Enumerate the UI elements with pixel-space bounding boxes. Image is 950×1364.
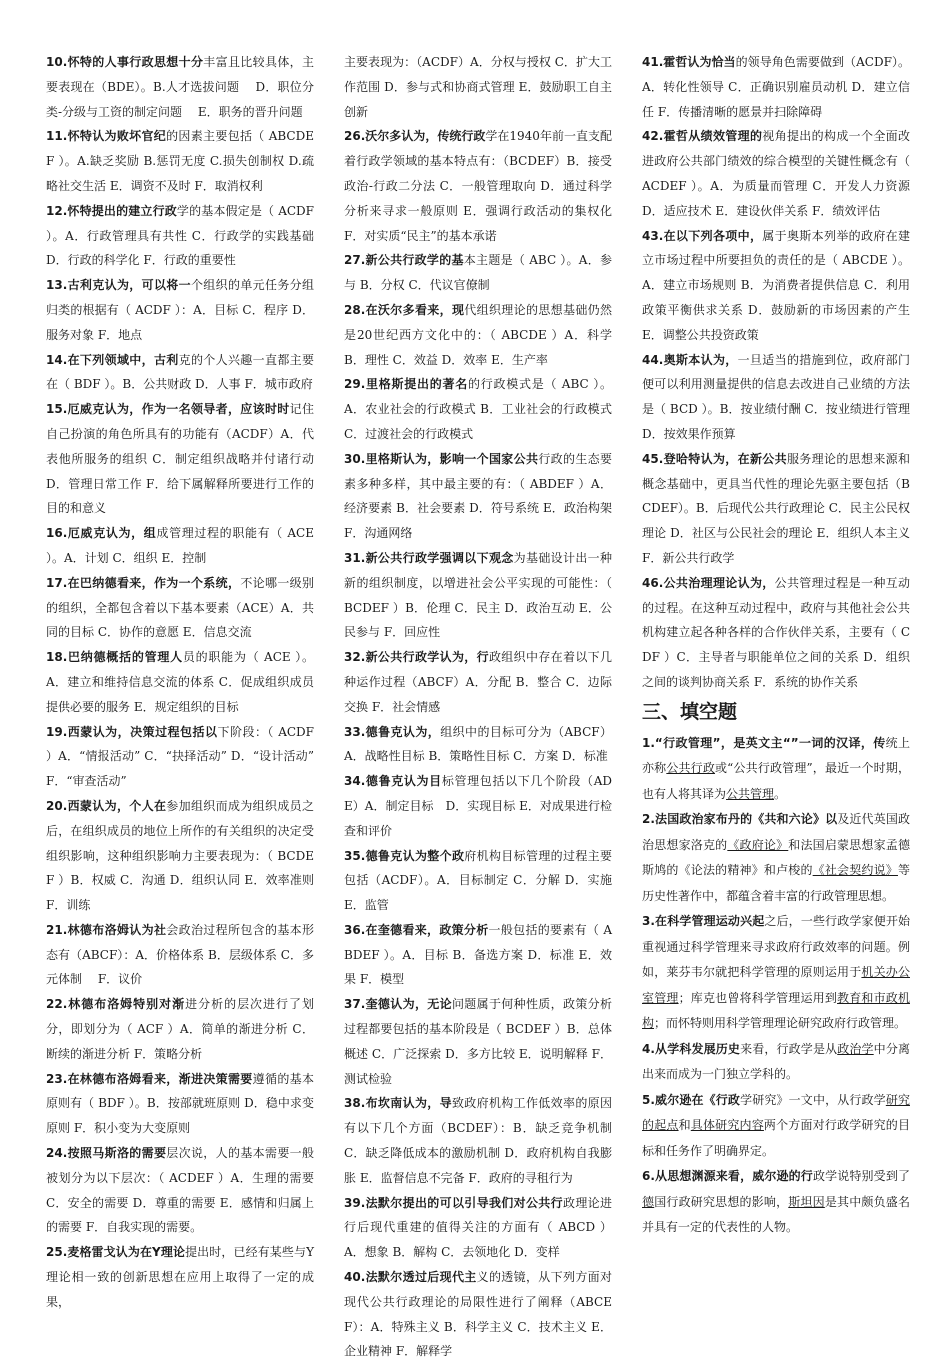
question-lead: 20.西蒙认为，个人在 — [46, 798, 167, 813]
question-item — [46, 124, 314, 198]
answer-text: 机关办公室管理 — [642, 965, 910, 1005]
question-body: 及近代英国政治思想家洛克的 — [642, 812, 910, 852]
question-body: 一般包括的要素有（ ABDEF ）。A．目标 B．备选方案 D．标准 E．效果 F．模型 — [344, 922, 613, 987]
question-body: 主要表现为：（ACDF）A．分权与授权 C．扩大工作范围 D．参与式和协商式管理 E．鼓励职工自主创新 — [344, 55, 612, 119]
question-body: 或“公共行政管理”，最近一个时期，也有人将其译为 — [642, 761, 910, 801]
question-body: 员的职能为（ ACE ）。A．建立和维持信息交流的体系 C．促成组织成员提供必要的服务 E．规定组织的目标 — [46, 650, 314, 714]
question-item — [344, 50, 612, 124]
answer-text: 政治学 — [837, 1041, 874, 1056]
question-item — [46, 1141, 327, 1240]
question-lead: 29.里格斯提出的著名 — [344, 377, 468, 392]
question-lead: 3.在科学管理运动兴起 — [642, 914, 765, 929]
question-body: 学的基本假定是（ ACDF ）。A．行政管理具有共性 C．行政学的实践基础 D．行政的科学化 F．行政的重要性 — [46, 203, 314, 268]
question-item — [46, 348, 314, 398]
question-lead: 11.怀特认为败坏官纪 — [46, 129, 167, 144]
question-item — [46, 645, 314, 719]
question-lead: 4.从学科发展历史 — [642, 1041, 741, 1056]
question-item — [344, 918, 612, 992]
question-body: 和法国启蒙思想家孟德斯鸠的《论法的精神》和卢梭的 — [642, 837, 910, 878]
question-item — [344, 248, 612, 298]
question-body: ；库克也曾将科学管理运用到 — [678, 990, 838, 1005]
question-body: 是其中颇负盛名并具有一定的代表性的人物。 — [642, 1194, 910, 1235]
question-body: 统上亦称 — [642, 735, 910, 776]
question-lead: 28.在沃尔多看来，现 — [344, 302, 465, 317]
question-body: 参加组织而成为组织成员之后，在组织成员的地位上所作的有关组织的决定受组织影响，这种组织影响力主要表现为：（ BCDEF ）B．权威 C．沟通 D．组织认同 E．效率准则 F．训练 — [46, 798, 314, 913]
question-lead: 37.奎德认为，无论 — [344, 997, 452, 1012]
question-item — [344, 298, 612, 372]
question-lead: 24.按照马斯洛的需要 — [46, 1146, 167, 1161]
question-lead: 35.德鲁克认为整个政 — [344, 848, 465, 863]
question-lead: 22.林德布洛姆特别对渐 — [46, 997, 186, 1012]
question-item — [344, 992, 612, 1091]
question-lead: 5.威尔逊在《行政 — [642, 1092, 741, 1107]
question-body: 视角提出的构成一个全面改进政府公共部门绩效的综合模型的关键性概念有（ ACDEF ）。A．为质量而管理 C．开发人力资源 D．适应技术 E．建设伙伴关系 F．绩效评估 — [642, 129, 910, 218]
question-body: 一旦适当的措施到位，政府部门便可以利用测量提供的信息去改进自己业绩的方法是（ BCD ）。B．按业绩付酬 C．按业绩进行管理 D．按效果作预算 — [642, 352, 910, 441]
question-body: 个组织的单元任务分组归类的根据有（ ACDF ）：A．目标 C．程序 D．服务对象 F．地点 — [46, 278, 314, 342]
question-item — [46, 1240, 314, 1314]
question-body: 政理论进行后现代重建的值得关注的方面有（ ABCD ）A．想象 B．解构 C．去领地化 D．变样 — [344, 1195, 612, 1260]
question-item — [46, 992, 314, 1066]
question-body: 的因素主要包括（ ABCDEF ）。A.缺乏奖励 B.惩罚无度 C.损失创制权 D.疏略社交生活 E．调资不及时 F．取消权利 — [46, 129, 314, 193]
question-body: 问题属于何种性质，政策分析过程都要包括的基本阶段是（ BCDEF ）B．总体概述 C．广泛探索 D．多方比较 E．说明解释 F．测试检验 — [344, 997, 612, 1086]
answer-text: 德 — [642, 1194, 655, 1209]
question-item — [46, 918, 314, 992]
question-item — [46, 50, 314, 124]
question-body: 等历史性著作中，都蕴含着丰富的行政管理思想。 — [642, 863, 910, 903]
question-body: 中分离出来而成为一门独立学科的。 — [642, 1041, 910, 1082]
column-middle — [344, 50, 613, 1359]
question-lead: 36.在奎德看来，政策分析 — [344, 922, 489, 937]
question-item — [642, 348, 910, 447]
question-lead: 27.新公共行政学的基 — [344, 253, 464, 268]
fill-in-item — [642, 1088, 910, 1165]
question-lead: 12.怀特提出的建立行政 — [46, 203, 177, 218]
question-body: 进分析的层次进行了划分，即划分为（ ACF ）A．简单的渐进分析 C．断续的渐进分析 F．策略分析 — [46, 997, 314, 1061]
question-body: 两个方面对行政学研究的目标和任务作了明确界定。 — [642, 1118, 910, 1158]
answer-text: 公共行政 — [666, 761, 716, 776]
question-lead: 44.奥斯本认为， — [642, 352, 738, 367]
question-lead: 30.里格斯认为，影响一个国家公共 — [344, 451, 539, 466]
question-body: 标管理包括以下几个阶段（ADE）A．制定目标 D．实现目标 E．对成果进行检查和评价 — [344, 774, 612, 838]
answer-text: 公共管理 — [726, 786, 775, 801]
question-list-right — [642, 50, 910, 695]
answer-text: 具体研究内容 — [690, 1118, 764, 1133]
question-item — [46, 273, 314, 347]
question-body: 为基础设计出一种新的组织制度，以增进社会公平实现的可能性：（ BCDEF ）B．伦理 C．民主 D．政治互动 E．公民参与 F．回应性 — [344, 550, 612, 640]
question-body: 记住自己扮演的角色所具有的功能有（ACDF）A．代表他所服务的组织 C．制定组织战略并付诸行动 D．管理日常工作 F．给下属解释所要进行工作的目的和意义 — [46, 402, 314, 516]
fill-in-item — [642, 807, 910, 909]
question-item — [344, 720, 612, 770]
question-item — [46, 720, 314, 794]
question-lead: 43.在以下列各项中， — [642, 228, 763, 243]
question-lead: 31.新公共行政学强调以下观念 — [344, 550, 514, 565]
question-item — [344, 546, 612, 645]
question-lead: 16.厄威克认为，组 — [46, 526, 157, 541]
question-body: 府机构目标管理的过程主要包括（ACDF）。A．目标制定 C．分解 D．实施 E．监管 — [344, 848, 612, 913]
question-body: 本主题是（ ABC ）。A．参与 B．分权 C．代议官僚制 — [344, 253, 613, 293]
question-lead: 23.在林德布洛姆看来，渐进决策需要 — [46, 1071, 253, 1086]
question-body: 会政治过程所包含的基本形态有（ABCF）：A．价格体系 B．层级体系 C．多元体制 F．议价 — [46, 922, 314, 987]
answer-text: 斯坦因 — [788, 1194, 825, 1209]
question-lead: 21.林德布洛姆认为社 — [46, 922, 167, 937]
answer-text: 《政府论》 — [727, 837, 789, 852]
question-body: 层次说，人的基本需要一般被划分为以下层次：（ ACDEF ）A．生理的需要 C．安全的需要 D．尊重的需要 E．感情和归属上的需要 F．自我实现的需要。 — [46, 1146, 327, 1235]
fill-in-item — [642, 909, 910, 1037]
question-item — [344, 769, 612, 843]
question-lead: 39.法默尔提出的可以引导我们对公共行 — [344, 1195, 563, 1210]
fill-in-question-list — [642, 731, 910, 1241]
question-lead: 33.德鲁克认为， — [344, 724, 441, 739]
question-body: 代组织理论的思想基础仍然是20世纪西方文化中的：（ ABCDE ）A．科学 B．理性 C．效益 D．效率 E．生产率 — [344, 302, 612, 367]
fill-in-item — [642, 731, 910, 808]
question-item — [46, 1067, 314, 1141]
question-lead: 18.巴纳德概括的管理人 — [46, 650, 183, 665]
question-lead: 40.法默尔透过后现代主 — [344, 1270, 477, 1285]
column-right — [642, 50, 910, 1324]
question-lead: 17.在巴纳德看来，作为一个系统， — [46, 575, 241, 590]
question-body: 学在1940年前一直支配着行政学领域的基本特点有：（BCDEF）B．接受政治-行政二分法 C．一般管理取向 D．通过科学分析来寻求一般原则 E．强调行政活动的集权化 F．对实质“民主”的基本承诺 — [344, 129, 612, 243]
question-item — [642, 50, 910, 124]
question-body: 不论哪一级别的组织，全都包含着以下基本要素（ACE）A．共同的目标 C．协作的意愿 E．信息交流 — [46, 575, 314, 640]
question-item — [642, 224, 910, 348]
question-body: 之后，一些行政学家便开始重视通过科学管理来寻求政府行政效率的问题。例如，莱芬韦尔就把科学管理的原则运用于 — [642, 914, 910, 980]
question-item — [46, 397, 314, 521]
question-body: 和 — [678, 1118, 691, 1133]
question-item — [344, 1091, 612, 1190]
question-lead: 15.厄威克认为，作为一名领导者，应该时时 — [46, 402, 290, 417]
question-body: 国行政研究思想的影响， — [654, 1194, 789, 1209]
answer-text: 《社会契约说》 — [812, 863, 898, 878]
question-item — [46, 199, 314, 273]
question-body: 克的个人兴趣一直都主要在（ BDF ）。B．公共财政 D．人事 F．城市政府 — [46, 352, 314, 392]
question-item — [344, 124, 612, 248]
question-lead: 10.怀特的人事行政思想十分 — [46, 55, 204, 69]
question-item — [344, 844, 612, 918]
question-item — [344, 447, 612, 546]
question-body: 致政府机构工作低效率的原因有以下几个方面（BCDEF）：B．缺乏竞争机制 C．缺乏降低成本的激励机制 D．政府机构自我膨胀 E．监督信息不完备 F．政府的寻租行为 — [344, 1096, 612, 1185]
fill-in-item — [642, 1164, 910, 1241]
question-item — [46, 794, 314, 918]
question-body: 丰富且比较具体，主要表现在（BDE）。B.人才选拔问题 D．职位分类-分级与工资的制定问题 E．职务的晋升问题 — [46, 55, 314, 119]
question-lead: 34.德鲁克认为目 — [344, 774, 442, 789]
question-body: 政组织中存在着以下几种运作过程（ABCF）A．分配 B．整合 C．边际交换 F．社会情感 — [344, 650, 612, 714]
answer-text: 教育和市政机构 — [642, 990, 910, 1031]
question-item — [46, 521, 314, 571]
question-lead: 1.“行政管理”，是英文主“”一词的汉译，传 — [642, 735, 886, 750]
question-lead: 38.布坎南认为，导 — [344, 1096, 452, 1111]
question-body: 遵循的基本原则有（ BDF ）。B．按部就班原则 D．稳中求变原则 F．积小变为大变原则 — [46, 1071, 314, 1136]
question-body: 学研究》一文中，从行政学 — [740, 1092, 886, 1107]
question-body: 组织中的目标可分为（ABCF）A．战略性目标 B．策略性目标 C．方案 D．标准 — [344, 724, 612, 764]
question-body: 。 — [774, 786, 787, 801]
question-lead: 14.在下列领域中，古利 — [46, 352, 179, 367]
question-lead: 13.古利克认为，可以将一 — [46, 278, 191, 293]
question-body: 的行政模式是（ ABC ）。A．农业社会的行政模式 B．工业社会的行政模式 C．过渡社会的行政模式 — [344, 377, 612, 441]
question-body: 服务理论的思想来源和概念基础中，更具当代性的理论先驱主要包括（BCDEF）。B．后现代公共行政理论 C．民主公民权理论 D．社区与公民社会的理论 E．组织人本主义 F．新公共行政学 — [642, 451, 910, 565]
question-item — [642, 447, 910, 571]
question-item — [344, 1191, 612, 1265]
question-lead: 42.霍哲从绩效管理的 — [642, 129, 763, 144]
question-item — [344, 372, 612, 446]
question-body: 义的透镜，从下列方面对现代公共行政理论的局限性进行了阐释（ABCEF）：A．特殊主义 B．科学主义 C．技术主义 E．企业精神 F．解释学 — [344, 1270, 612, 1359]
question-body: 行政的生态要素多种多样，其中最主要的有：（ ABDEF ）A．经济要素 B．社会要素 D．符号系统 E．政治构架 F．沟通网络 — [344, 451, 612, 541]
question-lead: 26.沃尔多认为，传统行政 — [344, 129, 486, 144]
fill-in-item — [642, 1037, 910, 1088]
question-lead: 32.新公共行政学认为，行 — [344, 650, 489, 665]
question-item — [344, 1265, 612, 1364]
question-item — [642, 124, 910, 223]
question-lead: 19.西蒙认为，决策过程包括以 — [46, 724, 218, 739]
question-body: 成管理过程的职能有（ ACE ）。A．计划 C．组织 E．控制 — [46, 526, 314, 565]
answer-text: 研究的起点 — [642, 1092, 910, 1133]
column-left — [46, 50, 327, 1324]
question-lead: 2.法国政治家布丹的《共和六论》以 — [642, 812, 838, 827]
question-lead: 45.登哈特认为，在新公共 — [642, 451, 787, 466]
question-body: 的领导角色需要做到（ACDF）。A．转化性领导 C．正确识别雇员动机 D．建立信任 F．传播清晰的愿景并扫除障碍 — [642, 55, 910, 119]
question-item — [46, 571, 314, 645]
question-lead: 41.霍哲认为恰当 — [642, 55, 736, 69]
question-item — [642, 571, 910, 695]
question-body: ；而怀特则用科学管理理论研究政府行政管理。 — [654, 1016, 907, 1031]
question-body: 下阶段：（ ACDF ）A．“情报活动” C．“抉择活动” D．“设计活动” F．“审查活动” — [46, 724, 314, 789]
section-heading-fill-in: 三、填空题 — [642, 700, 738, 723]
question-body: 政学说特别受到了 — [812, 1169, 910, 1184]
question-body: 提出时，已经有某些与Y理论相一致的创新思想在应用上取得了一定的成果， — [46, 1245, 314, 1309]
question-body: 来看，行政学是从 — [740, 1041, 838, 1056]
question-lead: 6.从思想渊源来看，威尔逊的行 — [642, 1169, 813, 1184]
question-item — [344, 645, 612, 719]
question-body: 属于奥斯本列举的政府在建立市场过程中所要担负的责任的是（ ABCDE ）。A．建立市场规则 B．为消费者提供信息 C．利用政策平衡供求关系 D．鼓励新的市场因素的产生 E．调整公共投资政策 — [642, 228, 910, 342]
question-lead: 25.麦格雷戈认为在Y理论 — [46, 1245, 186, 1260]
question-body: 公共管理过程是一种互动的过程。在这种互动过程中，政府与其他社会公共机构建立起各种各样的合作伙伴关系，主要有（ CDF ）C．主导者与职能单位之间的关系 D．组织之间的谈判协商关系 F．系统的协作关系 — [642, 575, 910, 689]
question-lead: 46.公共治理理论认为， — [642, 575, 775, 590]
